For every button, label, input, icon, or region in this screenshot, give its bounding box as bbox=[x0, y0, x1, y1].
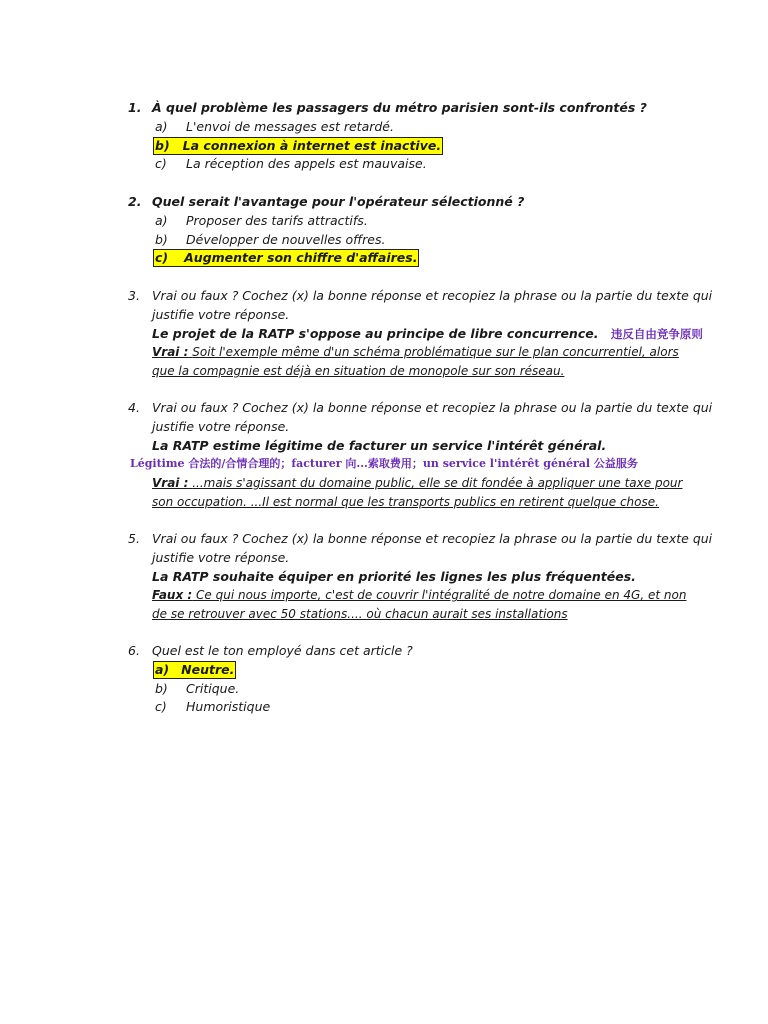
question-text-line1: Vrai ou faux ? Cochez (x) la bonne réponse et recopiez la phrase ou la partie du texte qui bbox=[152, 400, 713, 415]
option-c-highlighted bbox=[155, 249, 668, 268]
option-b: b) Critique. bbox=[155, 680, 240, 696]
question-5 bbox=[128, 530, 713, 624]
question-text: Quel serait l'avantage pour l'opérateur sélectionné ? bbox=[152, 194, 525, 209]
vocabulary-note: Légitime 合法的/合情合理的；facturer 向...索取费用；un service l'intérêt général 公益服务 bbox=[130, 457, 638, 470]
question-number: 6. bbox=[128, 643, 140, 658]
question-3 bbox=[128, 287, 713, 381]
highlighted-answer: c) Augmenter son chiffre d'affaires. bbox=[155, 250, 418, 266]
statement: Le projet de la RATP s'oppose au principe de libre concurrence. 违反自由竞争原则 bbox=[152, 325, 703, 341]
question-4-justification bbox=[128, 474, 683, 512]
question-number: 1. bbox=[128, 100, 142, 115]
statement: La RATP souhaite équiper en priorité les lignes les plus fréquentées. bbox=[152, 568, 636, 584]
question-number: 4. bbox=[128, 400, 140, 415]
question-text-line2: justifie votre réponse. bbox=[152, 418, 290, 434]
question-text: À quel problème les passagers du métro parisien sont-ils confrontés ? bbox=[152, 100, 647, 115]
justification-line1: Vrai : Soit l'exemple même d'un schéma problématique sur le plan concurrentiel, alors bbox=[152, 345, 679, 360]
option-a: a) Proposer des tarifs attractifs. bbox=[155, 212, 368, 228]
highlighted-answer: b) La connexion à internet est inactive. bbox=[155, 137, 442, 153]
option-b-highlighted bbox=[155, 137, 668, 156]
justification-line1: Vrai : ...mais s'agissant du domaine public, elle se dit fondée à appliquer une taxe pour bbox=[152, 476, 683, 490]
justification-line1: Faux : Ce qui nous importe, c'est de couvrir l'intégralité de notre domaine en 4G, et non bbox=[152, 588, 687, 603]
question-6 bbox=[128, 642, 668, 717]
justification-line2: son occupation. ...Il est normal que les transports publics en retirent quelque chose. bbox=[152, 494, 659, 509]
question-2 bbox=[128, 193, 668, 268]
option-c: c) La réception des appels est mauvaise. bbox=[155, 156, 427, 172]
question-text-line1: Vrai ou faux ? Cochez (x) la bonne réponse et recopiez la phrase ou la partie du texte qui bbox=[152, 288, 713, 303]
question-text-line2: justifie votre réponse. bbox=[152, 549, 290, 565]
option-c: c) Humoristique bbox=[155, 699, 271, 715]
question-number: 5. bbox=[128, 531, 140, 546]
option-b: b) Développer de nouvelles offres. bbox=[155, 231, 386, 247]
question-number: 2. bbox=[128, 194, 142, 209]
justification-line2: que la compagnie est déjà en situation de monopole sur son réseau. bbox=[152, 364, 565, 379]
question-text-line2: justifie votre réponse. bbox=[152, 306, 290, 322]
justification-line2: de se retrouver avec 50 stations.... où chacun aurait ses installations bbox=[152, 607, 568, 622]
option-a: a) L'envoi de messages est retardé. bbox=[155, 118, 394, 134]
question-text: Quel est le ton employé dans cet article ? bbox=[152, 643, 413, 658]
chinese-note: 违反自由竞争原则 bbox=[610, 326, 703, 341]
question-4 bbox=[128, 399, 713, 455]
question-number: 3. bbox=[128, 288, 140, 303]
highlighted-answer: a) Neutre. bbox=[155, 661, 235, 677]
option-a-highlighted bbox=[155, 661, 668, 680]
question-text-line1: Vrai ou faux ? Cochez (x) la bonne réponse et recopiez la phrase ou la partie du texte qui bbox=[152, 531, 713, 546]
question-1 bbox=[128, 99, 668, 174]
statement: La RATP estime légitime de facturer un service l'intérêt général. bbox=[152, 437, 607, 453]
